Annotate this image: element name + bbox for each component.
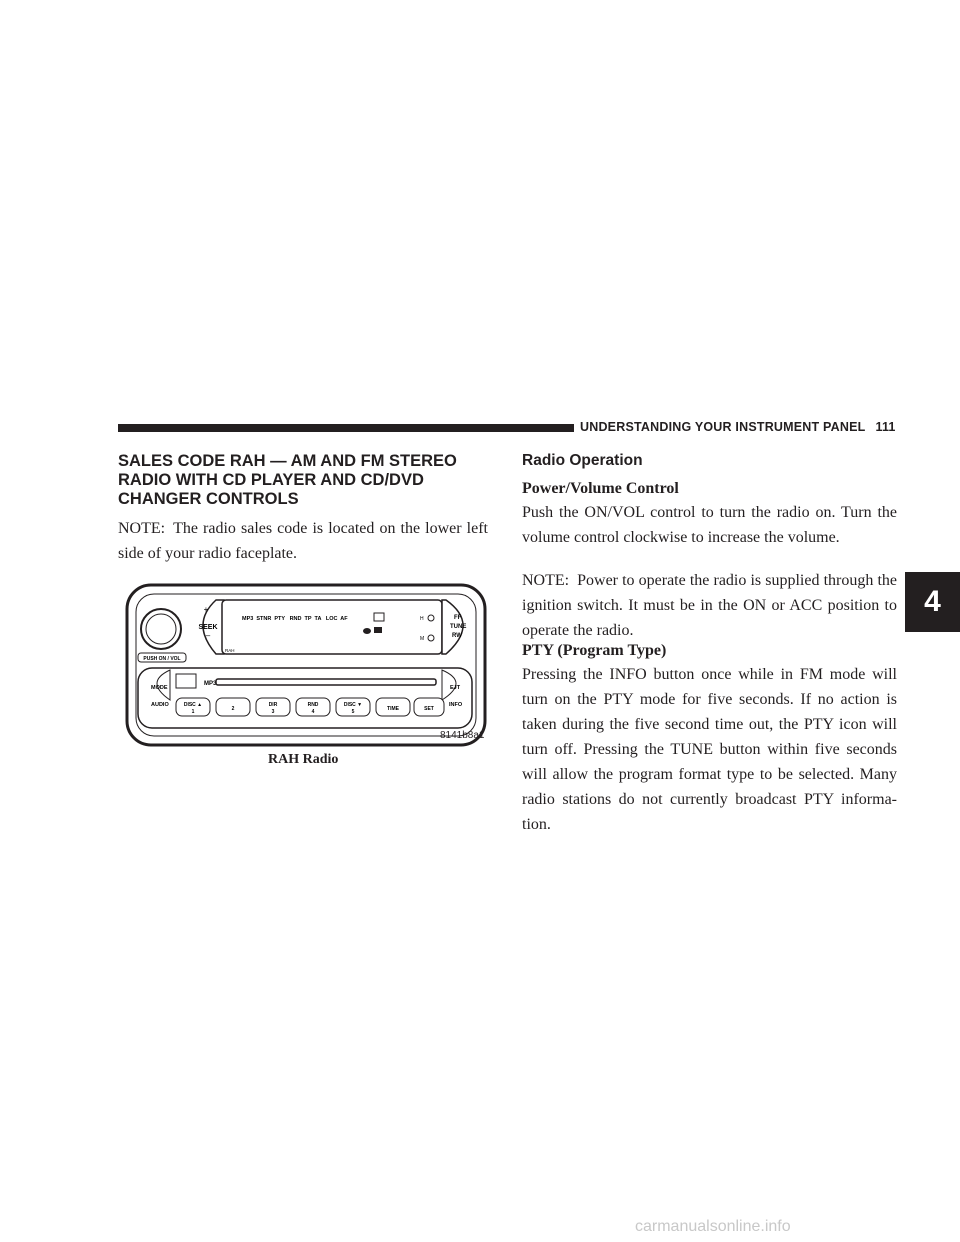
section-heading: SALES CODE RAH — AM AND FM STEREO RADIO WITH CD PLAYER AND CD/DVD CHANGER CONTROLS bbox=[118, 452, 457, 508]
note-label: NOTE: bbox=[118, 520, 166, 537]
power-volume-text: Push the ON/VOL control to turn the radio on. Turn the volume control clockwise to increase the volume. bbox=[522, 504, 897, 546]
note-text-right: Power to operate the radio is supplied through the ignition switch. It must be in the ON or ACC position to operate the radio. bbox=[522, 572, 897, 639]
display-indicators: MP3 STNR PTY RND TP TA LOC AF bbox=[242, 616, 348, 622]
seek-label: SEEK bbox=[198, 624, 218, 631]
info-label: INFO bbox=[449, 702, 463, 708]
button-4-top: RND bbox=[307, 702, 319, 708]
power-volume-heading: Power/Volume Control bbox=[522, 480, 679, 497]
note-paragraph-left bbox=[118, 516, 488, 566]
button-3-top: DIR bbox=[268, 702, 278, 708]
header-rule bbox=[118, 424, 574, 432]
rah-radio-illustration bbox=[124, 582, 488, 750]
button-4-bottom: 4 bbox=[311, 709, 315, 715]
seek-up-label: + bbox=[203, 605, 209, 614]
tune-label: TUNE bbox=[450, 624, 467, 630]
radio-operation-heading: Radio Operation bbox=[522, 452, 643, 469]
h-label: H bbox=[420, 616, 424, 622]
note-label-right: NOTE: bbox=[522, 572, 570, 589]
button-5-top: DISC ▼ bbox=[343, 702, 363, 708]
button-1-bottom: 1 bbox=[191, 709, 195, 715]
push-on-vol-label: PUSH ON / VOL bbox=[143, 656, 181, 662]
mp3-label: MP3 bbox=[204, 681, 217, 687]
button-5-bottom: 5 bbox=[351, 709, 355, 715]
chapter-tab: 4 bbox=[905, 572, 960, 632]
note-text: The radio sales code is located on the lower left side of your radio faceplate. bbox=[118, 520, 488, 562]
figure-code: 8141b8a1 bbox=[440, 730, 485, 741]
button-2-bottom: 2 bbox=[231, 706, 235, 712]
m-label: M bbox=[420, 636, 425, 642]
display-window bbox=[222, 600, 442, 654]
rah-label: RAH bbox=[225, 648, 235, 653]
audio-label: AUDIO bbox=[151, 702, 169, 708]
ff-label: FF bbox=[454, 615, 462, 621]
volume-knob bbox=[141, 609, 181, 649]
site-watermark: carmanualsonline.info bbox=[635, 1218, 791, 1235]
time-button-label: TIME bbox=[387, 706, 399, 712]
running-header bbox=[580, 420, 896, 434]
ejt-label: EJT bbox=[450, 685, 461, 691]
button-1-top: DISC ▲ bbox=[183, 702, 203, 708]
figure-caption: RAH Radio bbox=[268, 752, 339, 767]
note-paragraph-right bbox=[522, 568, 897, 643]
page-number: 111 bbox=[875, 420, 896, 434]
set-button-label: SET bbox=[424, 706, 434, 712]
pty-heading: PTY (Program Type) bbox=[522, 642, 667, 659]
seek-down-label: – bbox=[205, 631, 211, 640]
mode-label: MODE bbox=[151, 685, 168, 691]
rw-label: RW bbox=[452, 633, 462, 639]
button-3-bottom: 3 bbox=[271, 709, 275, 715]
section-name: UNDERSTANDING YOUR INSTRUMENT PANEL bbox=[580, 420, 866, 434]
pty-text: Pressing the INFO button once while in FM mode will turn on the PTY mode for five seconds. If no action is taken during the five second time out, the PTY icon will turn off. Pressing the TUNE button within five seconds will allow the program format type to be selected. Many radio stations do not currently broadcast PTY informa-tion. bbox=[522, 666, 897, 833]
